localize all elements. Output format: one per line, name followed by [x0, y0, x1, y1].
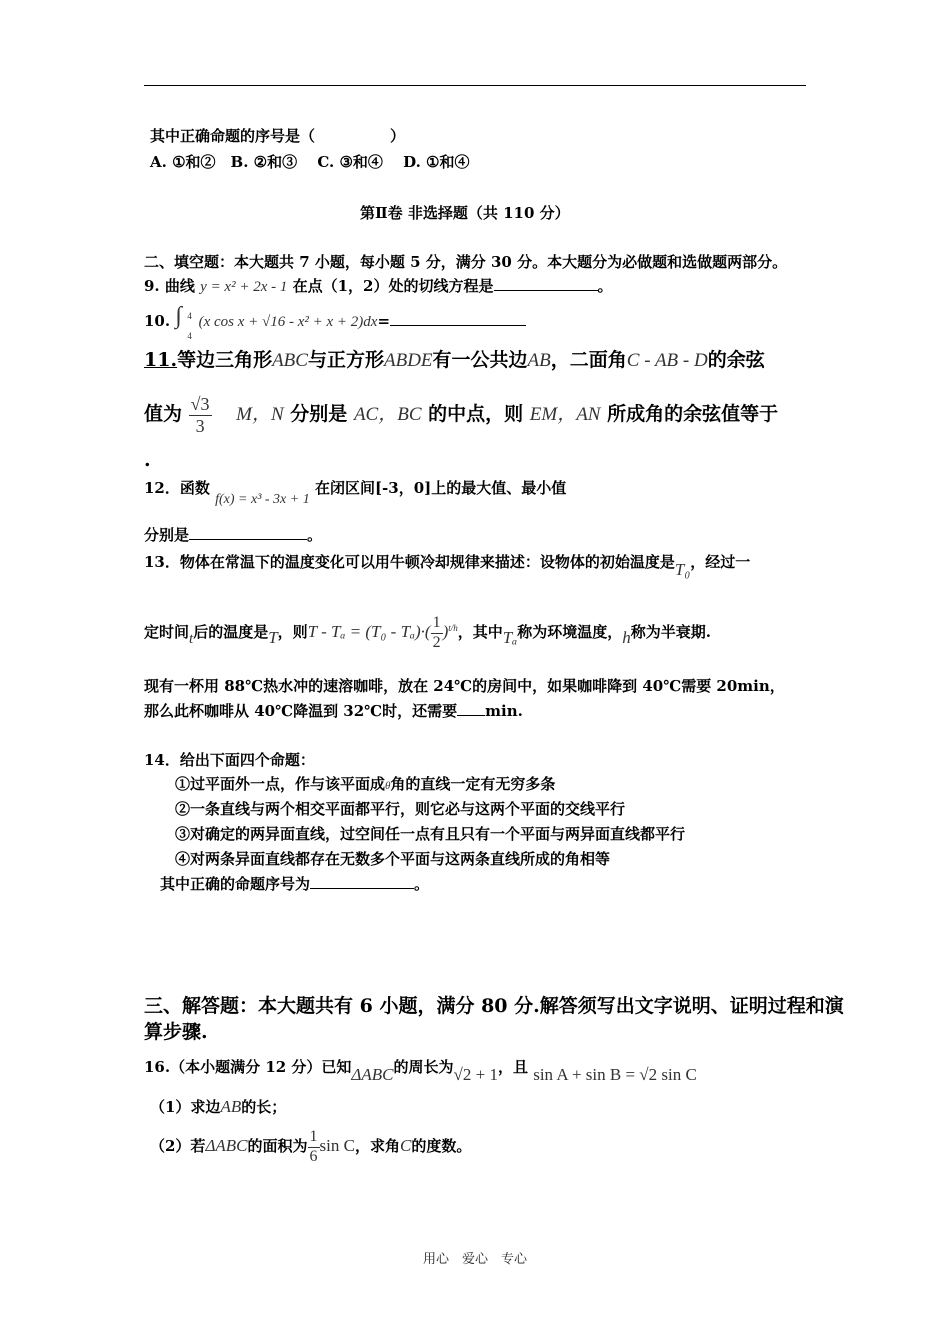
- question-12: [144, 478, 567, 507]
- q13-text: ，其中: [457, 623, 503, 641]
- q14-item-2: ②一条直线与两个相交平面都平行，则它必与这两个平面的交线平行: [175, 800, 626, 818]
- q9-number: 9.: [144, 277, 160, 295]
- q13-formula: T - Tₐ = (T₀ - Tₐ)·(: [307, 622, 431, 641]
- q10-equals: =: [377, 312, 391, 330]
- section-title: 第Ⅱ卷 非选择题（共 110 分）: [360, 204, 570, 222]
- q13-text: 那么此杯咖啡从 40℃降温到 32℃时，还需要: [144, 702, 458, 720]
- q16-angle: C: [400, 1136, 412, 1155]
- question-10: [144, 303, 526, 341]
- fill-in-heading: 二、填空题：本大题共 7 小题，每小题 5 分，满分 30 分。本大题分为必做题和选做题两部分。: [144, 253, 788, 271]
- q11-period: .: [144, 449, 151, 471]
- q16-edge: AB: [220, 1097, 242, 1116]
- q14-item-text: ①过平面外一点，作与该平面成: [175, 775, 386, 793]
- q16-sinc: sin C: [319, 1136, 355, 1155]
- prev-question-prompt: 其中正确命题的序号是（ ）: [150, 127, 406, 145]
- q16-perimeter: √2 + 1: [453, 1065, 498, 1084]
- q14-item-1: [175, 774, 555, 796]
- q11-text: 与正方形: [307, 349, 384, 371]
- q13-half-life: h: [622, 628, 631, 647]
- q16-text: （2）若: [150, 1137, 206, 1155]
- integral-sign: ∫ 4 4: [175, 303, 192, 341]
- question-11-line1: [144, 350, 765, 371]
- question-11-line2: [144, 386, 778, 443]
- q12-number: 12．函数: [144, 479, 210, 497]
- q13-exponent: t/h: [448, 623, 458, 633]
- q13-ambient-temp: Tₐ: [502, 628, 518, 647]
- q14-item-4: ④对两条异面直线都存在无数多个平面与这两条直线所成的角相等: [175, 850, 611, 868]
- q14-answer-blank[interactable]: [310, 874, 414, 889]
- q13-text: 13．物体在常温下的温度变化可以用牛顿冷却规律来描述：设物体的初始温度是: [144, 553, 675, 571]
- q16-text: 的长；: [241, 1098, 287, 1116]
- q10-expression: (x cos x + √16 - x² + x + 2)dx: [198, 314, 378, 330]
- q16-fraction: $\frac{1}{6}$: [309, 1128, 318, 1165]
- q11-square: ABDE: [383, 350, 433, 371]
- q16-text: 16.（本小题满分 12 分）已知: [144, 1058, 352, 1076]
- q16-part-1: [150, 1097, 286, 1117]
- q13-half-fraction: $\frac{1}{2}$: [432, 614, 441, 651]
- q11-number: 11.: [144, 349, 178, 371]
- q11-lines: EM，AN: [529, 404, 601, 425]
- q16-text: ，求角: [354, 1137, 400, 1155]
- q14-theta: θ: [385, 780, 391, 792]
- q11-text: 的余弦: [707, 349, 765, 371]
- page-footer: 用心 爱心 专心: [422, 1252, 527, 1267]
- q9-answer-blank[interactable]: [494, 276, 598, 291]
- q11-text: 分别是: [290, 403, 348, 425]
- q9-end: 。: [597, 277, 613, 295]
- q11-text: 值为: [144, 403, 183, 425]
- question-14-head: 14．给出下面四个命题：: [144, 751, 315, 769]
- question-12-line2: [144, 525, 322, 545]
- q16-text: （1）求边: [150, 1098, 221, 1116]
- question-9: [144, 276, 613, 297]
- q13-text: ，则: [277, 623, 308, 641]
- q11-text: 的中点，则: [428, 403, 524, 425]
- q11-text: 所成角的余弦值等于: [607, 403, 779, 425]
- q11-edge: AB: [527, 350, 551, 371]
- q16-text: ，且: [497, 1058, 528, 1076]
- q10-number: 10.: [144, 312, 171, 330]
- q12-end: 。: [307, 526, 323, 544]
- q13-text: min.: [485, 702, 523, 720]
- solve-heading-2: 算步骤.: [144, 1021, 208, 1043]
- solve-heading-1: 三、解答题：本大题共有 6 小题，满分 80 分.解答须写出文字说明、证明过程和演: [144, 995, 844, 1017]
- q13-text: ，经过一: [690, 553, 751, 571]
- prev-question-options: A. ①和② B. ②和③ C. ③和④ D. ①和④: [150, 153, 470, 171]
- question-13-line4: [144, 701, 523, 721]
- q13-text: 后的温度是: [193, 623, 269, 641]
- question-16-head: [144, 1050, 697, 1084]
- q11-text: 有一公共边: [432, 349, 528, 371]
- q12-function: f(x) = x³ - 3x + 1: [215, 492, 310, 507]
- q9-pre: 曲线: [164, 277, 195, 295]
- q12-answer-blank[interactable]: [189, 525, 307, 540]
- q16-triangle: ΔABC: [205, 1136, 248, 1155]
- q14-item-text: 角的直线一定有无穷多条: [390, 775, 556, 793]
- q11-triangle: ABC: [272, 350, 308, 371]
- q11-text: 等边三角形: [177, 349, 273, 371]
- q13-answer-blank[interactable]: [457, 701, 485, 716]
- q9-expression: y = x² + 2x - 1: [200, 279, 288, 295]
- q13-formula-close: ): [442, 622, 449, 641]
- q11-sides: AC，BC: [353, 404, 422, 425]
- q9-post: 在点（1，2）处的切线方程是: [292, 277, 494, 295]
- q16-triangle: ΔABC: [351, 1065, 394, 1084]
- q10-answer-blank[interactable]: [390, 311, 526, 326]
- q13-text: 称为环境温度，: [517, 623, 623, 641]
- q16-condition: sin A + sin B = √2 sin C: [533, 1065, 697, 1084]
- q13-initial-temp: T₀: [674, 560, 691, 579]
- q12-text: 分别是: [144, 526, 190, 544]
- q16-text: 的周长为: [393, 1058, 454, 1076]
- q14-item-3: ③对确定的两异面直线，过空间任一点有且只有一个平面与两异面直线都平行: [175, 825, 686, 843]
- q13-time: t: [189, 631, 194, 647]
- header-rule: [144, 85, 806, 86]
- q14-text: 其中正确的命题序号为: [160, 875, 311, 893]
- q16-part-2: [150, 1124, 471, 1168]
- q14-footer: [160, 874, 429, 894]
- q11-dihedral: C - AB - D: [626, 350, 708, 371]
- q16-text: 的面积为: [247, 1137, 308, 1155]
- question-13-line1: [144, 552, 751, 579]
- q11-fraction: $\frac{√3}{3}$: [190, 393, 210, 436]
- q16-text: 的度数。: [411, 1137, 472, 1155]
- question-13-line2: [144, 608, 711, 653]
- q11-text: ，二面角: [550, 349, 627, 371]
- q12-text: 在闭区间[-3，0]上的最大值、最小值: [314, 479, 567, 497]
- q13-text: 定时间: [144, 623, 190, 641]
- q13-text: 称为半衰期.: [630, 623, 711, 641]
- q11-points: M，N: [236, 404, 284, 425]
- q14-end: 。: [414, 875, 430, 893]
- q13-temp: T: [268, 628, 278, 647]
- question-13-line3: 现有一杯用 88℃热水冲的速溶咖啡，放在 24℃的房间中，如果咖啡降到 40℃需要 20min，: [144, 677, 785, 695]
